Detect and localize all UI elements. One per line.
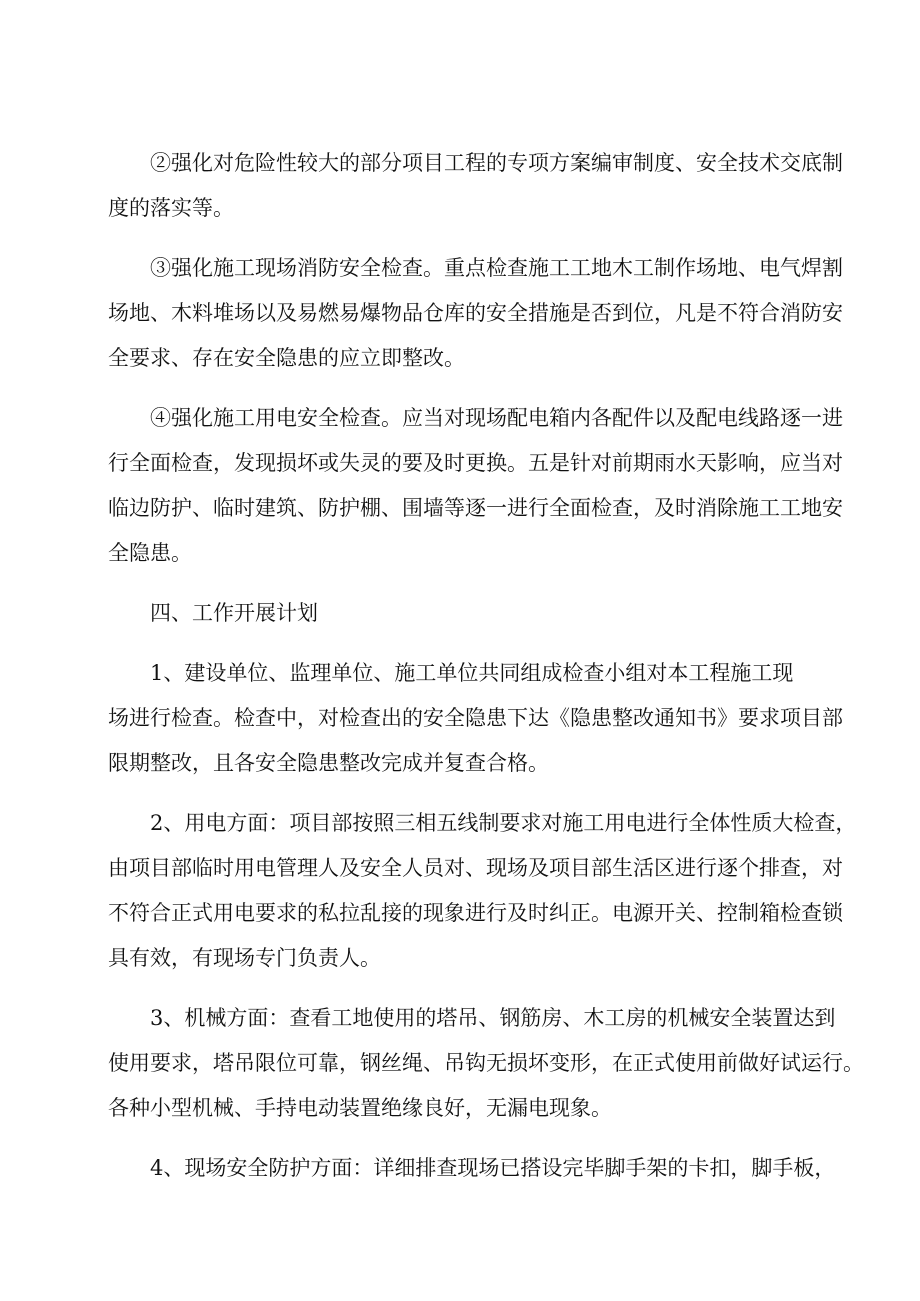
text-line: 度的落实等。 [108, 196, 234, 220]
text-line: ②强化对危险性较大的部分项目工程的专项方案编审制度、安全技术交底制 [150, 151, 843, 175]
text-line: 行全面检查，发现损坏或失灵的要及时更换。五是针对前期雨水天影响，应当对 [108, 451, 843, 475]
paragraph-plan-3 [108, 996, 864, 1131]
paragraph-plan-2 [108, 801, 857, 981]
section-heading: 四、工作开展计划 [150, 601, 318, 625]
text-line: 各种小型机械、手持电动装置绝缘良好，无漏电现象。 [108, 1096, 612, 1120]
text-line: 3、机械方面：查看工地使用的塔吊、钢筋房、木工房的机械安全装置达到 [150, 1006, 836, 1030]
text-line: 全隐患。 [108, 541, 192, 565]
text-line: 由项目部临时用电管理人及安全人员对、现场及项目部生活区进行逐个排查，对 [108, 856, 843, 880]
text-line: 限期整改，且各安全隐患整改完成并复查合格。 [108, 751, 549, 775]
text-line: 场进行检查。检查中，对检查出的安全隐患下达《隐患整改通知书》要求项目部 [108, 706, 843, 730]
paragraph-item-3 [108, 246, 843, 381]
text-line: 1、建设单位、监理单位、施工单位共同组成检查小组对本工程施工现 [150, 661, 794, 685]
document-body [108, 141, 864, 1206]
text-line: 4、现场安全防护方面：详细排查现场已搭设完毕脚手架的卡扣，脚手板， [150, 1156, 836, 1180]
text-line: 场地、木料堆场以及易燃易爆物品仓库的安全措施是否到位，凡是不符合消防安 [108, 301, 843, 325]
paragraph-plan-1 [108, 651, 843, 786]
paragraph-item-2 [108, 141, 843, 231]
text-line: 2、用电方面：项目部按照三相五线制要求对施工用电进行全体性质大检查， [150, 811, 857, 835]
text-line: 使用要求，塔吊限位可靠，钢丝绳、吊钩无损坏变形，在正式使用前做好试运行。 [108, 1051, 864, 1075]
text-line: 不符合正式用电要求的私拉乱接的现象进行及时纠正。电源开关、控制箱检查锁 [108, 901, 843, 925]
text-line: 全要求、存在安全隐患的应立即整改。 [108, 346, 465, 370]
paragraph-item-4 [108, 396, 843, 576]
paragraph-plan-4 [108, 1146, 836, 1191]
text-line: 具有效，有现场专门负责人。 [108, 946, 381, 970]
text-line: 临边防护、临时建筑、防护棚、围墙等逐一进行全面检查，及时消除施工工地安 [108, 496, 843, 520]
text-line: ④强化施工用电安全检查。应当对现场配电箱内各配件以及配电线路逐一进 [150, 406, 843, 430]
text-line: ③强化施工现场消防安全检查。重点检查施工工地木工制作场地、电气焊割 [150, 256, 843, 280]
